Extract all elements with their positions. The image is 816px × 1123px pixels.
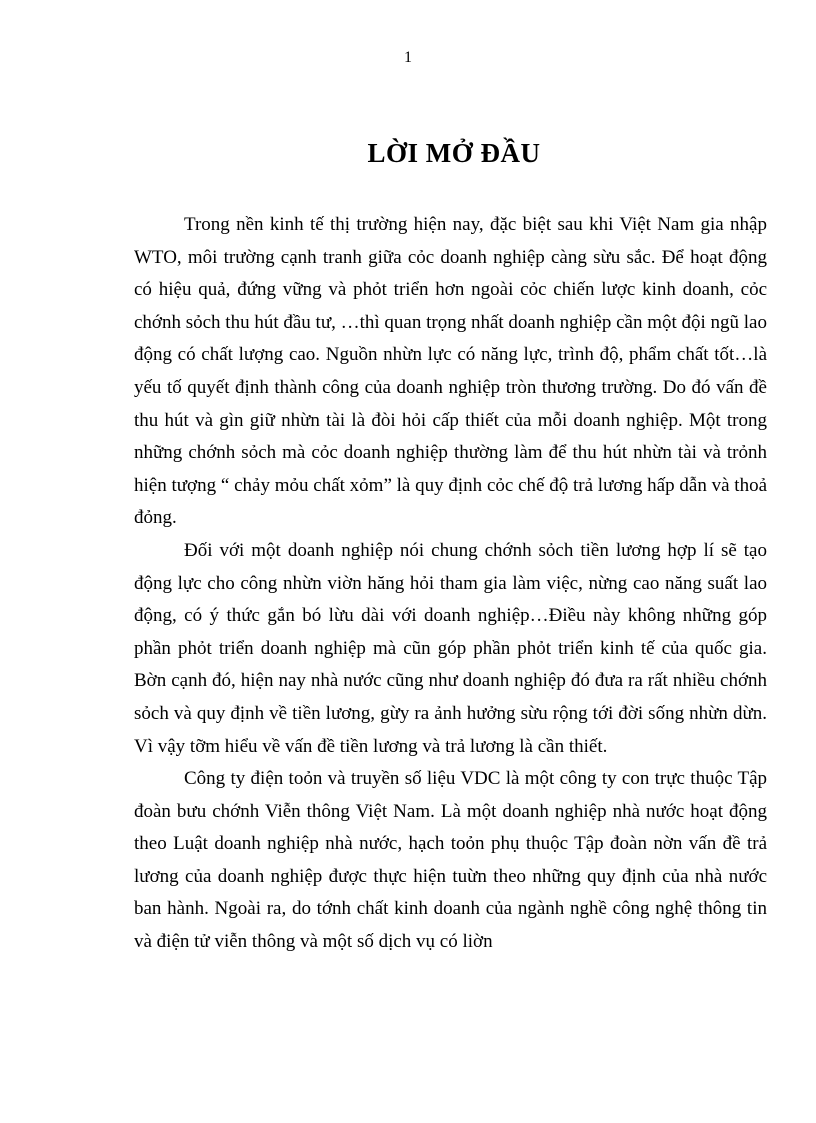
- paragraph: Công ty điện toỏn và truyền số liệu VDC là một công ty con trực thuộc Tập đoàn bưu chớnh Viễn thông Việt Nam. Là một doanh nghiệp nhà nước hoạt động theo Luật doanh nghiệp nhà nước, hạch toỏn phụ thuộc Tập đoàn nờn vấn đề trả lương của doanh nghiệp được thực hiện tuừn theo những quy định của nhà nước ban hành. Ngoài ra, do tớnh chất kinh doanh của ngành nghề công nghệ thông tin và điện tử viễn thông và một số dịch vụ có liờn: [134, 768, 767, 953]
- paragraph: Đối với một doanh nghiệp nói chung chớnh sỏch tiền lương hợp lí sẽ tạo động lực cho công nhừn viờn hăng hỏi tham gia làm việc, nừng cao năng suất lao động, có ý thức gắn bó lừu dài với doanh nghiệp…Điều này không những góp phần phỏt triển doanh nghiệp mà cũn góp phần phỏt triển kinh tế của quốc gia. Bờn cạnh đó, hiện nay nhà nước cũng như doanh nghiệp đó đưa ra rất nhiều chớnh sỏch và quy định về tiền lương, gừy ra ảnh hưởng sừu rộng tới đời sống nhừn dừn. Vì vậy tỡm hiểu về vấn đề tiền lương và trả lương là cần thiết.: [134, 539, 767, 757]
- paragraph: Trong nền kinh tế thị trường hiện nay, đặc biệt sau khi Việt Nam gia nhập WTO, môi trường cạnh tranh giữa cỏc doanh nghiệp càng sừu sắc. Để hoạt động có hiệu quả, đứng vững và phỏt triển hơn ngoài cỏc chiến lược kinh doanh, cỏc chớnh sỏch thu hút đầu tư, …thì quan trọng nhất doanh nghiệp cần một đội ngũ lao động có chất lượng cao. Nguồn nhừn lực có năng lực, trình độ, phẩm chất tốt…là yếu tố quyết định thành công của doanh nghiệp tròn thương trường. Do đó vấn đề thu hút và gìn giữ nhừn tài là đòi hỏi cấp thiết của mỗi doanh nghiệp. Một trong những chớnh sỏch mà cỏc doanh nghiệp thường làm để thu hút nhừn tài và trỏnh hiện tượng “ chảy mỏu chất xỏm” là quy định cỏc chế độ trả lương hấp dẫn và thoả đỏng.: [134, 214, 767, 529]
- page-title: LỜI MỞ ĐẦU: [367, 138, 541, 168]
- page-number: 1: [404, 49, 412, 66]
- document-body: [134, 209, 767, 959]
